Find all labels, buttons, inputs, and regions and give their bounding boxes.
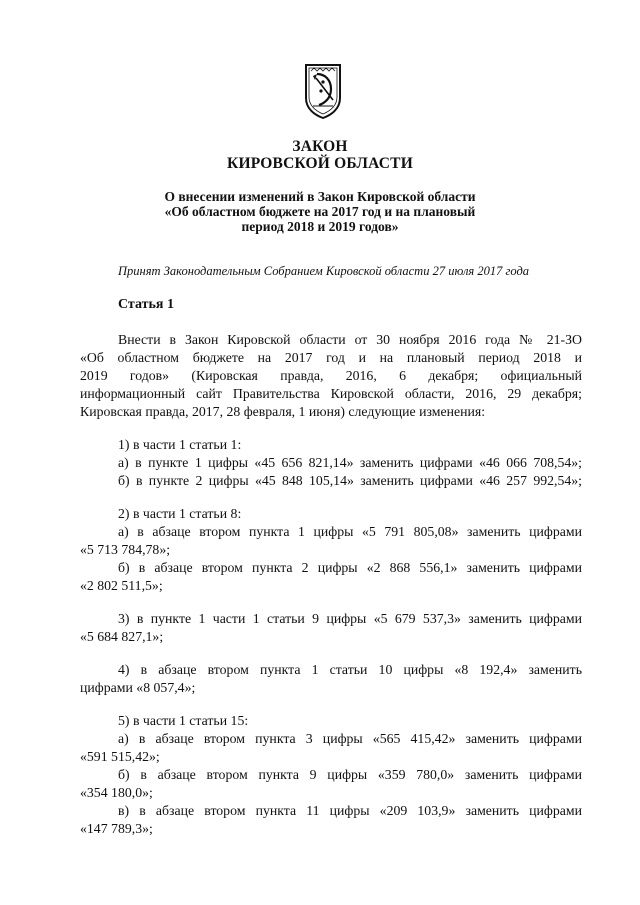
subtitle-line: «Об областном бюджете на 2017 год и на плановый (164, 204, 476, 219)
item-line: «5 684 827,1»; (80, 629, 164, 644)
paragraph-line: Внести в Закон Кировской области от 30 ноября 2016 года № 21-ЗО (118, 332, 582, 347)
paragraph-line: 2019 годов» (Кировская правда, 2016, 6 декабря; официальный (80, 368, 582, 383)
paragraph-line: «Об областном бюджете на 2017 год и на плановый период 2018 и (80, 350, 582, 365)
item-line: в) в абзаце втором пункта 11 цифры «209 103,9» заменить цифрами (118, 803, 582, 818)
region-title: КИРОВСКОЙ ОБЛАСТИ (227, 155, 413, 172)
item-line: «591 515,42»; (80, 749, 160, 764)
item-heading: 2) в части 1 статьи 8: (118, 506, 242, 521)
item-line: б) в абзаце втором пункта 9 цифры «359 780,0» заменить цифрами (118, 767, 582, 782)
paragraph-line: информационный сайт Правительства Кировской области, 2016, 29 декабря; (80, 386, 582, 401)
law-title: ЗАКОН (292, 138, 348, 155)
subtitle-line: О внесении изменений в Закон Кировской области (164, 189, 476, 204)
adoption-note: Принят Законодательным Собранием Кировской области 27 июля 2017 года (118, 264, 530, 278)
item-heading: 5) в части 1 статьи 15: (118, 713, 249, 728)
item-line: 3) в пункте 1 части 1 статьи 9 цифры «5 679 537,3» заменить цифрами (118, 611, 582, 626)
coat-of-arms-icon (303, 62, 343, 120)
item-line: а) в абзаце втором пункта 3 цифры «565 415,42» заменить цифрами (118, 731, 582, 746)
paragraph-line: Кировская правда, 2017, 28 февраля, 1 июня) следующие изменения: (80, 404, 486, 419)
item-line: цифрами «8 057,4»; (80, 680, 196, 695)
item-line: «354 180,0»; (80, 785, 153, 800)
item-line: 4) в абзаце втором пункта 1 статьи 10 цифры «8 192,4» заменить (118, 662, 582, 677)
item-line: б) в пункте 2 цифры «45 848 105,14» заменить цифрами «46 257 992,54»; (118, 473, 582, 488)
subtitle-line: период 2018 и 2019 годов» (241, 219, 399, 234)
item-line: «5 713 784,78»; (80, 542, 171, 557)
article-heading: Статья 1 (118, 297, 174, 312)
item-line: б) в абзаце втором пункта 2 цифры «2 868 556,1» заменить цифрами (118, 560, 582, 575)
item-line: а) в пункте 1 цифры «45 656 821,14» заменить цифрами «46 066 708,54»; (118, 455, 582, 470)
item-line: «2 802 511,5»; (80, 578, 163, 593)
item-line: а) в абзаце втором пункта 1 цифры «5 791 805,08» заменить цифрами (118, 524, 582, 539)
item-heading: 1) в части 1 статьи 1: (118, 437, 242, 452)
item-line: «147 789,3»; (80, 821, 153, 836)
